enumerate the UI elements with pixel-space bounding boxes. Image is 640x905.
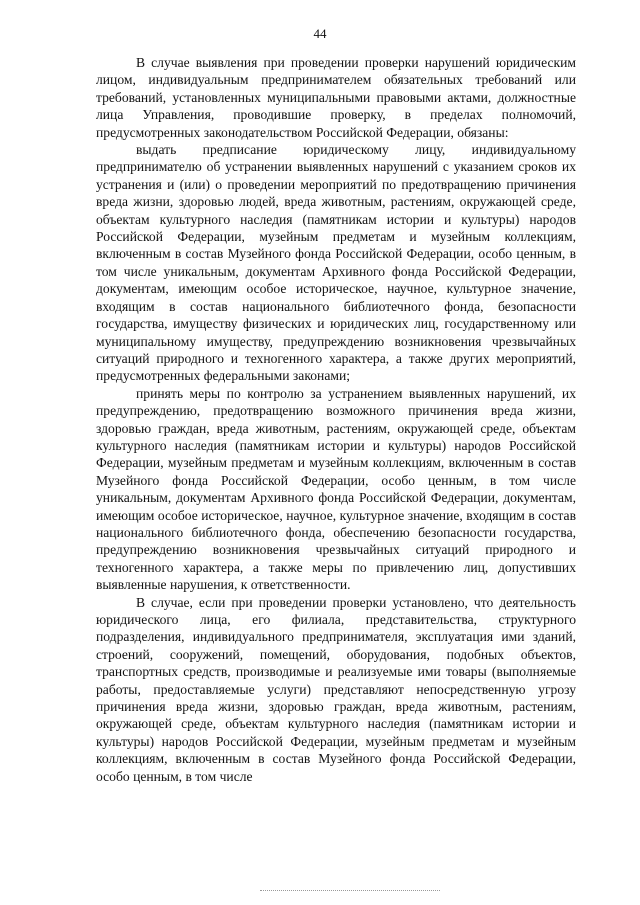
footer-divider (260, 890, 440, 891)
paragraph-take-measures: принять меры по контролю за устранением выявленных нарушений, их предупреждению, предотвращению возможного причинения вреда жизни, здоровью граждан, вреда животным, растениям, окружающей среде, объектам культурного наследия (памятникам истории и культуры) народов Российской Федерации, музейным предметам и музейным коллекциям, включенным в состав Музейного фонда Российской Федерации, особо ценным, в том числе уникальным, документам Архивного фонда Российской Федерации, документам, имеющим особое историческое, научное, культурное значение, входящим в состав национального библиотечного фонда, обеспечению безопасности государства, предупреждению возникновения чрезвычайных ситуаций природного и техногенного характера, а также меры по привлечению лиц, допустивших выявленные нарушения, к ответственности. (96, 385, 576, 593)
paragraph-direct-threat: В случае, если при проведении проверки установлено, что деятельность юридического лица, его филиала, представительства, структурного подразделения, индивидуального предпринимателя, эксплуатация ими зданий, строений, сооружений, помещений, оборудования, подобных объектов, транспортных средств, производимые и реализуемые ими товары (выполняемые работы, предоставляемые услуги) представляют непосредственную угрозу причинения вреда жизни, здоровью граждан, вреда животным, растениям, окружающей среде, объектам культурного наследия (памятникам истории и культуры) народов Российской Федерации, музейным предметам и музейным коллекциям, включенным в состав Музейного фонда Российской Федерации, особо ценным, в том числе (96, 594, 576, 784)
paragraph-violations-intro: В случае выявления при проведении проверки нарушений юридическим лицом, индивидуальным предпринимателем обязательных требований или требований, установленных муниципальными правовыми актами, должностные лица Управления, проводившие проверку, в пределах полномочий, предусмотренных законодательством Российской Федерации, обязаны: (96, 55, 576, 140)
page-number: 44 (313, 26, 327, 41)
body-text (96, 54, 576, 785)
paragraph-issue-order: выдать предписание юридическому лицу, индивидуальному предпринимателю об устранении выявленных нарушений с указанием сроков их устранения и (или) о проведении мероприятий по предотвращению причинения вреда жизни, здоровью людей, вреда животным, растениям, окружающей среде, объектам культурного наследия (памятникам истории и культуры) народов Российской Федерации, музейным предметам и музейным коллекциям, включенным в состав Музейного фонда Российской Федерации, особо ценным, в том числе уникальным, документам Архивного фонда Российской Федерации, документам, имеющим особое историческое, научное, культурное значение, входящим в состав национального библиотечного фонда, безопасности государства, имуществу физических и юридических лиц, государственному или муниципальному имуществу, предупреждению возникновения чрезвычайных ситуаций природного и техногенного характера, а также других мероприятий, предусмотренных федеральными законами; (96, 142, 576, 384)
